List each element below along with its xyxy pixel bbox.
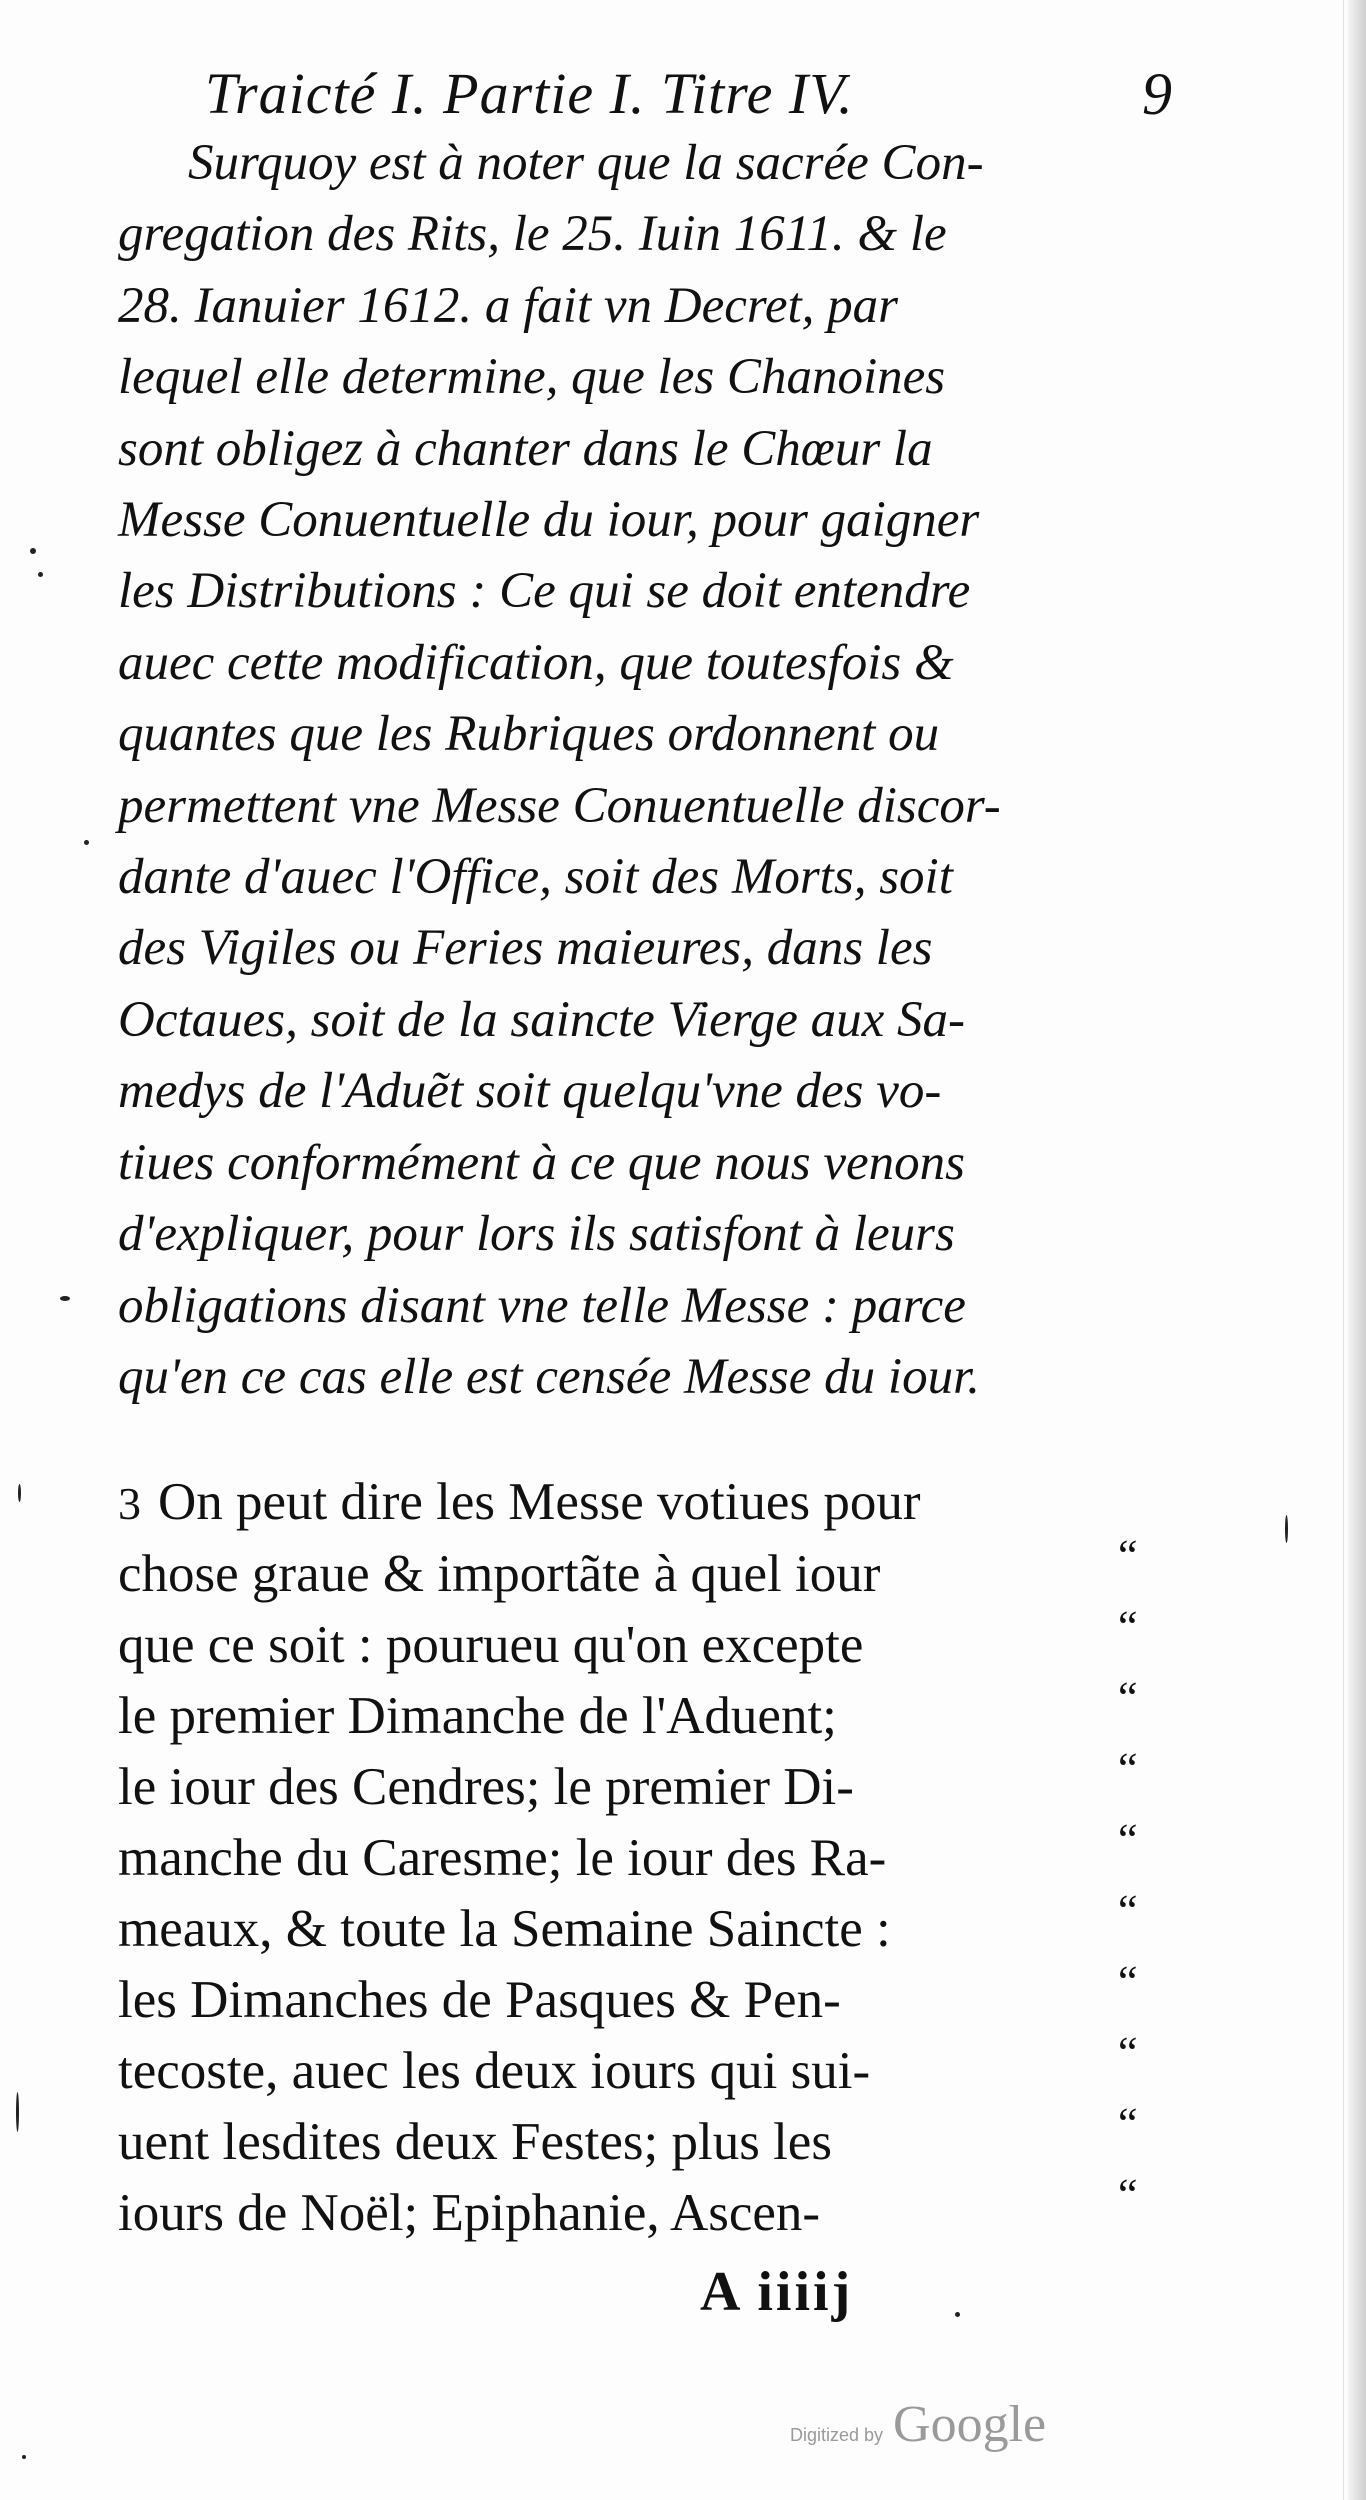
speck <box>30 548 36 554</box>
signature-mark: A iiiij <box>700 2261 854 2323</box>
text-line: manche du Caresme; le iour des Ra- <box>118 1829 887 1887</box>
text-line: Octaues, soit de la saincte Vierge aux Sa- <box>118 991 965 1048</box>
running-title: Traicté I. Partie I. Titre IV. <box>205 61 854 126</box>
text-line: d'expliquer, pour lors ils satisfont à leurs <box>118 1206 955 1263</box>
watermark-prefix: Digitized by <box>790 2425 884 2445</box>
page-number: 9 <box>1142 61 1172 127</box>
quote-mark: “ <box>1118 1602 1138 1651</box>
text-line: gregation des Rits, le 25. Iuin 1611. & le <box>118 206 947 263</box>
text-line: medys de l'Aduẽt soit quelqu'vne des vo- <box>118 1063 942 1120</box>
text-line: Messe Conuentuelle du iour, pour gaigner <box>118 492 980 549</box>
quote-mark: “ <box>1118 1815 1138 1864</box>
text-line: les Dimanches de Pasques & Pen- <box>118 1971 841 2029</box>
speck <box>955 2312 960 2317</box>
text-line: Surquoy est à noter que la sacrée Con- <box>188 135 984 191</box>
text-line: qu'en ce cas elle est censée Messe du iour. <box>118 1348 981 1405</box>
speck <box>1285 1515 1288 1543</box>
text-line: dante d'auec l'Office, soit des Morts, soit <box>118 849 953 906</box>
text-line: uent lesdites deux Festes; plus les <box>118 2113 832 2171</box>
speck <box>38 572 43 577</box>
text-line <box>118 1467 1118 1539</box>
speck <box>16 2092 19 2132</box>
speck <box>60 1296 70 1301</box>
text-line: meaux, & toute la Semaine Saincte : <box>118 1900 891 1958</box>
quote-mark: “ <box>1118 1957 1138 2006</box>
quote-mark: “ <box>1118 1531 1138 1580</box>
quote-mark: “ <box>1118 2099 1138 2148</box>
page-edge-line <box>1343 0 1344 2500</box>
speck <box>84 840 89 845</box>
quote-mark: “ <box>1118 1886 1138 1935</box>
text-line: le iour des Cendres; le premier Di- <box>118 1758 854 1816</box>
text-line: tecoste, auec les deux iours qui sui- <box>118 2042 871 2100</box>
text-line: iours de Noël; Epiphanie, Ascen- <box>118 2184 821 2242</box>
text-line: le premier Dimanche de l'Aduent; <box>118 1687 837 1745</box>
text-line: quantes que les Rubriques ordonnent ou <box>118 706 940 763</box>
google-logo: Google <box>893 2396 1047 2453</box>
marginal-quote-marks <box>1118 1520 1168 2230</box>
text-line: que ce soit : pourueu qu'on excepte <box>118 1616 864 1674</box>
quote-mark: “ <box>1118 2028 1138 2077</box>
quote-mark: “ <box>1118 1673 1138 1722</box>
quote-mark: “ <box>1118 1744 1138 1793</box>
text-line-content: On peut dire les Messe votiues pour <box>158 1473 921 1531</box>
text-line: 28. Ianuier 1612. a fait vn Decret, par <box>118 277 898 334</box>
italic-paragraph <box>118 128 1170 1413</box>
speck <box>18 1484 21 1502</box>
section-number: 3 <box>118 1478 141 1529</box>
page-edge-shadow <box>1348 0 1366 2500</box>
roman-paragraph <box>118 1467 1118 2249</box>
text-line: des Vigiles ou Feries maieures, dans les <box>118 920 933 977</box>
text-line: les Distributions : Ce qui se doit entendre <box>118 563 971 620</box>
text-line: obligations disant vne telle Messe : parce <box>118 1277 966 1334</box>
text-line: sont obligez à chanter dans le Chœur la <box>118 420 933 477</box>
text-line: auec cette modification, que toutesfois & <box>118 634 954 691</box>
speck <box>22 2455 26 2459</box>
text-line: tiues conformément à ce que nous venons <box>118 1134 965 1191</box>
quote-mark: “ <box>1118 2170 1138 2219</box>
digitized-watermark <box>790 2395 1046 2454</box>
text-line: lequel elle determine, que les Chanoines <box>118 349 946 406</box>
text-line: chose graue & importãte à quel iour <box>118 1545 881 1603</box>
text-line: permettent vne Messe Conuentuelle discor- <box>118 777 1001 834</box>
